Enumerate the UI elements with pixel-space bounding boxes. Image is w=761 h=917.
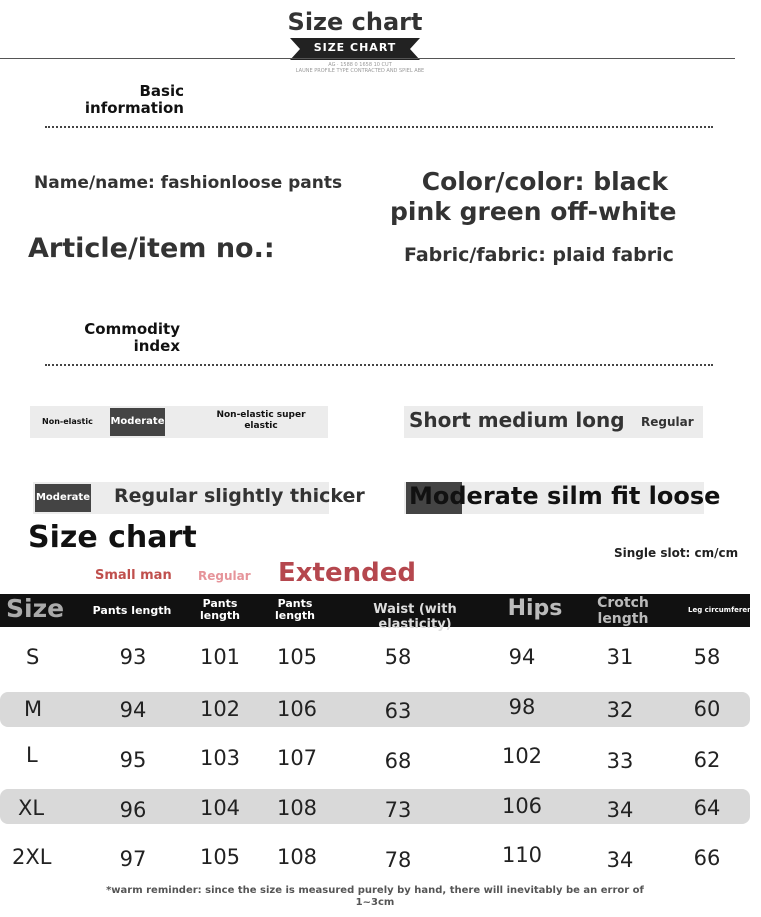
leg-value: 64 [693, 796, 721, 820]
fit-options: Moderate silm fit loose [409, 482, 721, 510]
tag-extended: Extended [278, 558, 416, 588]
header-size: Size [6, 594, 65, 623]
pants-length-3: 108 [276, 845, 318, 869]
waist-value: 63 [384, 699, 412, 723]
size-label: L [26, 743, 38, 767]
size-label: 2XL [12, 845, 52, 869]
pants-length-1: 95 [119, 748, 147, 772]
size-chart-title: Size chart [28, 520, 197, 555]
tag-regular: Regular [198, 569, 251, 583]
crotch-value: 31 [606, 645, 634, 669]
waist-value: 68 [384, 749, 412, 773]
header-pants-length-2: Pants length [199, 597, 241, 622]
pants-length-1: 96 [119, 798, 147, 822]
warm-reminder: *warm reminder: since the size is measured purely by hand, there will inevitably be an error of 1~3cm [106, 885, 644, 908]
hips-value: 106 [501, 794, 543, 818]
badge-label: SIZE CHART [313, 41, 397, 54]
basic-info-label-line1: Basic [139, 82, 184, 100]
fit-scale [404, 482, 721, 514]
size-label: S [26, 645, 40, 669]
crotch-value: 34 [606, 848, 634, 872]
fineprint-line-2: LAUNE PROFILE TYPE CONTRACTED AND SPIEL ABE [295, 68, 425, 74]
crotch-value: 33 [606, 749, 634, 773]
size-label: M [24, 697, 43, 721]
header-divider [0, 58, 735, 59]
header-hips: Hips [507, 596, 563, 621]
header-fineprint [250, 62, 470, 74]
header-leg-circumference: Leg circumference [688, 606, 761, 614]
crotch-value: 32 [606, 698, 634, 722]
size-table-header [0, 594, 761, 632]
table-row [0, 692, 750, 727]
pants-length-3: 105 [276, 645, 318, 669]
pants-length-2: 103 [199, 746, 241, 770]
waist-value: 78 [384, 848, 412, 872]
pants-length-2: 105 [199, 845, 241, 869]
leg-value: 66 [693, 846, 721, 870]
header-waist: Waist (with elasticity) [373, 602, 457, 632]
article-number: Article/item no.: [28, 233, 275, 264]
commodity-label-line1: Commodity [84, 320, 180, 338]
pants-length-3: 107 [276, 746, 318, 770]
pants-length-2: 104 [199, 796, 241, 820]
hips-value: 98 [508, 695, 536, 719]
pants-length-1: 93 [119, 645, 147, 669]
size-chart-badge [290, 38, 420, 60]
size-label: XL [18, 796, 45, 820]
hips-value: 110 [501, 843, 543, 867]
colors-line-2: pink green off-white [390, 197, 677, 226]
fineprint-line-1: AG · 1588 0 1658 10 CUT [328, 62, 392, 68]
pants-length-3: 108 [276, 796, 318, 820]
colors-line-1: Color/color: black [421, 167, 668, 196]
length-selected: Regular [641, 415, 694, 429]
length-options: Short medium long [409, 408, 625, 432]
product-name: Name/name: fashionloose pants [34, 173, 343, 193]
hips-value: 94 [508, 645, 536, 669]
dotted-divider [45, 364, 713, 366]
commodity-index-label [60, 321, 180, 355]
table-row [0, 789, 750, 824]
basic-info-label [60, 83, 184, 117]
table-row [0, 845, 750, 880]
page-title: Size chart [287, 8, 423, 36]
elasticity-selected: Moderate [110, 408, 165, 436]
basic-info-label-line2: information [84, 99, 184, 117]
pants-length-3: 106 [276, 697, 318, 721]
product-colors [390, 167, 677, 227]
header-crotch-length: Crotch length [597, 595, 649, 627]
leg-value: 60 [693, 697, 721, 721]
fabric-info: Fabric/fabric: plaid fabric [404, 244, 674, 266]
leg-value: 62 [693, 748, 721, 772]
header-pants-length-3: Pants length [274, 597, 316, 622]
pants-length-1: 94 [119, 698, 147, 722]
pants-length-2: 102 [199, 697, 241, 721]
commodity-label-line2: index [133, 337, 180, 355]
elasticity-scale [30, 406, 328, 438]
length-scale [404, 406, 703, 438]
crotch-value: 34 [606, 798, 634, 822]
waist-value: 73 [384, 798, 412, 822]
waist-value: 58 [384, 645, 412, 669]
thickness-scale [33, 482, 365, 514]
elasticity-left-label: Non-elastic [42, 417, 93, 426]
table-row [0, 645, 750, 680]
tag-small-man: Small man [95, 568, 172, 583]
leg-value: 58 [693, 645, 721, 669]
unit-note: Single slot: cm/cm [614, 546, 739, 560]
elasticity-right-label: Non-elastic super elastic [216, 410, 306, 431]
table-row [0, 743, 750, 778]
pants-length-2: 101 [199, 645, 241, 669]
hips-value: 102 [501, 744, 543, 768]
pants-length-1: 97 [119, 847, 147, 871]
dotted-divider [45, 126, 713, 128]
thickness-selected: Moderate [35, 484, 91, 512]
header-pants-length-1: Pants length [92, 604, 172, 617]
thickness-options: Regular slightly thicker [114, 485, 365, 507]
